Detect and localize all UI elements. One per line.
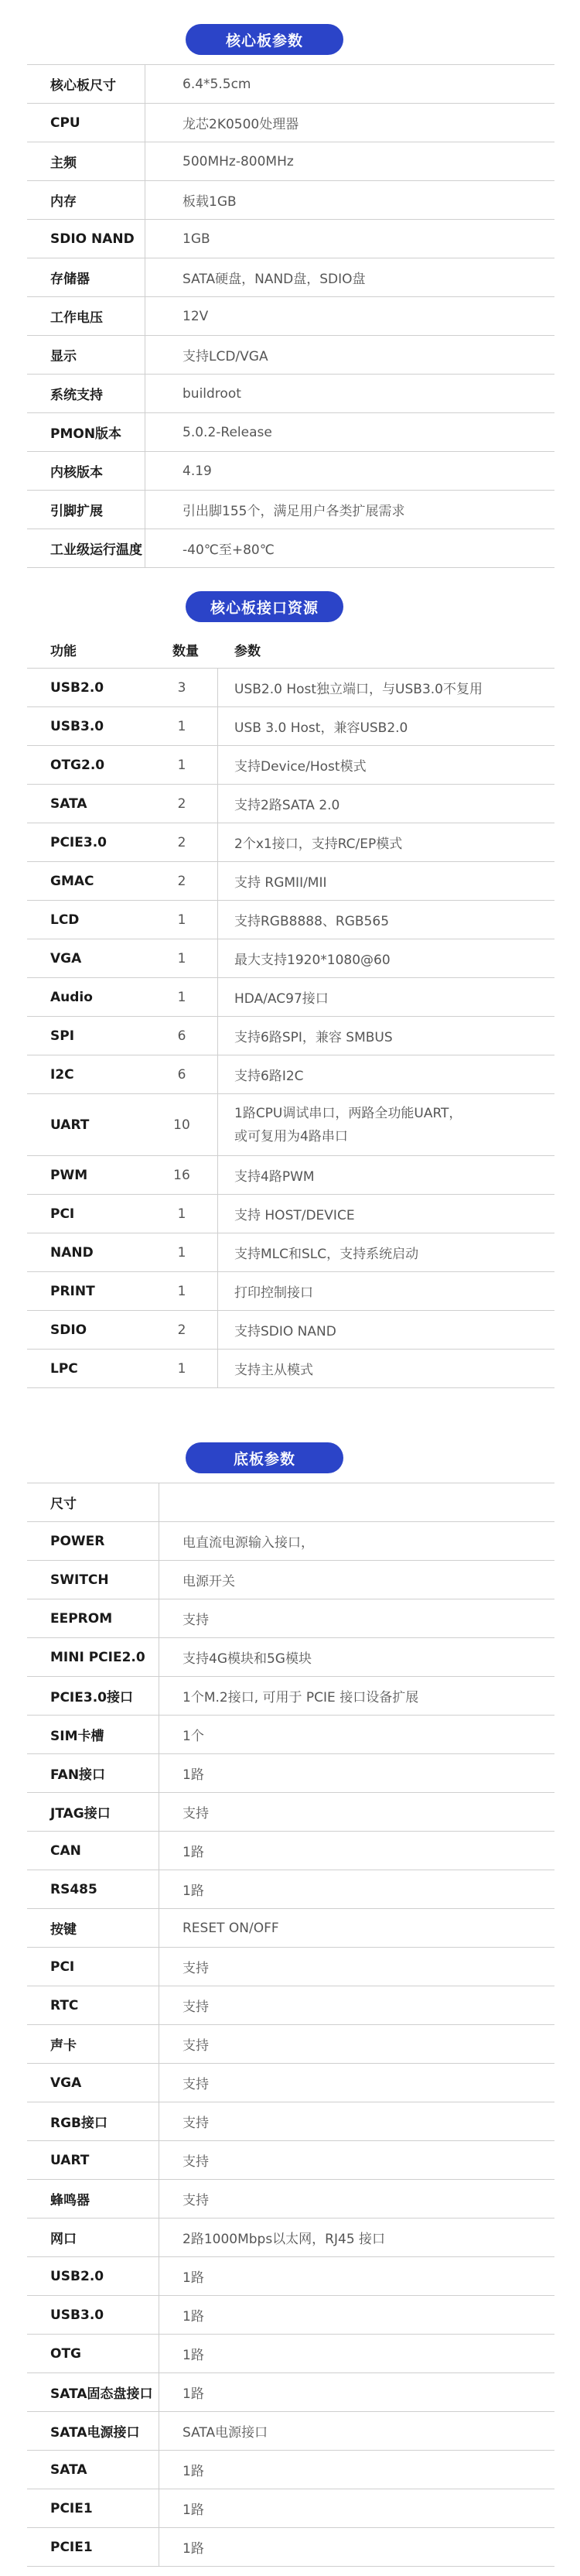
- spec-value: 支持4G模块和5G模块: [183, 1651, 312, 1667]
- column-divider: [217, 939, 218, 977]
- table-row: [27, 2373, 554, 2412]
- table-row: [27, 1272, 554, 1311]
- table-row: [27, 1233, 554, 1272]
- spec-value: 支持: [183, 2038, 209, 2054]
- interface-quantity: 1: [177, 912, 186, 928]
- spec-label: SATA: [50, 2461, 87, 2478]
- spec-label: 蜂鸣器: [50, 2193, 90, 2208]
- interface-quantity: 1: [177, 950, 186, 966]
- interface-name: USB3.0: [50, 718, 104, 734]
- interface-parameter: 打印控制接口: [234, 1285, 313, 1301]
- spec-value: 支持: [183, 2000, 209, 2015]
- spec-label: FAN接口: [50, 1767, 106, 1783]
- section-title-core-board: 核心板参数: [186, 24, 343, 55]
- spec-label: PMON版本: [50, 426, 122, 442]
- table-row: [27, 1156, 554, 1195]
- column-divider: [217, 1017, 218, 1055]
- spec-value: 1个: [183, 1729, 204, 1744]
- table-row: [27, 2412, 554, 2451]
- spec-label: 主频: [50, 156, 77, 171]
- spec-value: 500MHz-800MHz: [183, 153, 294, 169]
- interface-parameter: 支持Device/Host模式: [234, 759, 367, 775]
- interface-name: Audio: [50, 989, 93, 1005]
- table-row: [27, 2102, 554, 2141]
- spec-label: 声卡: [50, 2038, 77, 2054]
- interface-parameter: 支持6路I2C: [234, 1069, 304, 1084]
- spec-value: 1GB: [183, 231, 210, 247]
- table-row: [27, 746, 554, 785]
- table-row: [27, 2489, 554, 2528]
- table-row: [27, 1483, 554, 1522]
- table-row: [27, 1948, 554, 1986]
- spec-label: JTAG接口: [50, 1806, 111, 1822]
- column-divider: [217, 1094, 218, 1155]
- table-row: [27, 2296, 554, 2335]
- spec-value: 4.19: [183, 463, 212, 479]
- interface-quantity: 2: [177, 873, 186, 889]
- interface-quantity: 1: [177, 718, 186, 734]
- spec-value: 支持: [183, 1806, 209, 1822]
- interface-parameter: 支持SDIO NAND: [234, 1324, 336, 1339]
- spec-label: SIM卡槽: [50, 1729, 104, 1744]
- spec-value: 1路: [183, 1845, 204, 1860]
- spec-label: PCIE1: [50, 2539, 93, 2555]
- header-parameter: 参数: [234, 644, 261, 659]
- section-title-core-interfaces: 核心板接口资源: [186, 591, 343, 622]
- interface-parameter: 支持6路SPI，兼容 SMBUS: [234, 1030, 393, 1045]
- interface-name: SATA: [50, 795, 87, 812]
- column-divider: [217, 862, 218, 900]
- interface-parameter: USB 3.0 Host，兼容USB2.0: [234, 720, 408, 736]
- table-row: [27, 2335, 554, 2373]
- interface-name: UART: [50, 1117, 90, 1133]
- spec-value: 支持: [183, 2154, 209, 2170]
- table-row: [27, 978, 554, 1017]
- spec-label: 网口: [50, 2232, 77, 2247]
- spec-label: OTG: [50, 2345, 82, 2362]
- column-divider: [217, 707, 218, 745]
- table-row: [27, 1599, 554, 1638]
- table-row: [27, 220, 554, 258]
- interface-name: VGA: [50, 950, 82, 966]
- spec-label: USB2.0: [50, 2268, 104, 2284]
- spec-value: 6.4*5.5cm: [183, 76, 251, 92]
- table-row: [27, 297, 554, 336]
- table-row: [27, 1716, 554, 1754]
- spec-value: 5.0.2-Release: [183, 424, 272, 440]
- table-row: [27, 258, 554, 297]
- spec-value: 2路1000Mbps以太网，RJ45 接口: [183, 2232, 386, 2247]
- spec-value: RESET ON/OFF: [183, 1920, 279, 1936]
- spec-value: 1个M.2接口, 可用于 PCIE 接口设备扩展: [183, 1690, 419, 1705]
- spec-value: 板载1GB: [183, 194, 237, 210]
- interface-name: PWM: [50, 1167, 88, 1183]
- spec-label: 按键: [50, 1922, 77, 1938]
- spec-label: 系统支持: [50, 388, 103, 403]
- table-row: [27, 1311, 554, 1350]
- interface-parameter: 支持2路SATA 2.0: [234, 798, 340, 813]
- table-row: [27, 336, 554, 375]
- interface-parameter: HDA/AC97接口: [234, 991, 329, 1007]
- table-row: [27, 375, 554, 413]
- table-row: [27, 104, 554, 142]
- table-row: [27, 1350, 554, 1388]
- table-row: [27, 413, 554, 452]
- spec-label: 工业级运行温度: [50, 542, 142, 558]
- spec-label: VGA: [50, 2075, 82, 2091]
- spec-value: 电源开关: [183, 1574, 235, 1589]
- table-row: [27, 1754, 554, 1793]
- core-interface-table: [27, 631, 554, 1388]
- interface-quantity: 3: [177, 679, 186, 696]
- interface-quantity: 1: [177, 1244, 186, 1261]
- table-row: [27, 2141, 554, 2180]
- interface-name: LCD: [50, 912, 80, 928]
- spec-value: 支持: [183, 2193, 209, 2208]
- table-row: [27, 452, 554, 491]
- interface-parameter: USB2.0 Host独立端口，与USB3.0不复用: [234, 682, 483, 697]
- column-divider: [217, 1311, 218, 1349]
- spec-label: 核心板尺寸: [50, 78, 116, 94]
- column-divider: [217, 669, 218, 706]
- spec-label: 尺寸: [50, 1497, 77, 1512]
- spec-label: MINI PCIE2.0: [50, 1649, 145, 1665]
- table-row: [27, 901, 554, 939]
- interface-name: OTG2.0: [50, 757, 105, 773]
- spec-label: UART: [50, 2152, 90, 2168]
- interface-name: PCI: [50, 1206, 75, 1222]
- table-row: [27, 785, 554, 823]
- column-divider: [217, 1350, 218, 1387]
- spec-value: 1路: [183, 2464, 204, 2479]
- spec-table-body: [27, 64, 554, 568]
- spec-label: CPU: [50, 115, 80, 131]
- table-row: [27, 823, 554, 862]
- interface-quantity: 1: [177, 989, 186, 1005]
- spec-label: POWER: [50, 1533, 105, 1549]
- spec-value: 龙芯2K0500处理器: [183, 117, 299, 132]
- table-row: [27, 529, 554, 568]
- interface-parameter: 支持RGB8888、RGB565: [234, 914, 390, 929]
- spec-label: SWITCH: [50, 1572, 109, 1588]
- column-divider: [217, 978, 218, 1016]
- spec-value: -40℃至+80℃: [183, 542, 275, 558]
- interface-name: I2C: [50, 1066, 74, 1083]
- table-row: [27, 669, 554, 707]
- spec-label: RS485: [50, 1881, 97, 1897]
- interface-name: GMAC: [50, 873, 94, 889]
- table-row: [27, 1561, 554, 1599]
- table-row: [27, 2025, 554, 2064]
- spec-value: SATA硬盘，NAND盘，SDIO盘: [183, 272, 366, 287]
- interface-quantity: 1: [177, 1283, 186, 1299]
- spec-value: buildroot: [183, 385, 241, 402]
- spec-label: 存储器: [50, 272, 90, 287]
- table-row: [27, 1094, 554, 1156]
- spec-value: 支持LCD/VGA: [183, 349, 268, 364]
- interface-table-body: [27, 631, 554, 1388]
- interface-name: SDIO: [50, 1322, 87, 1338]
- parameter-line-1: 1路CPU调试串口，两路全功能UART，: [234, 1105, 462, 1121]
- header-function: 功能: [50, 644, 77, 659]
- spec-label: 显示: [50, 349, 77, 364]
- spec-value: 引出脚155个，满足用户各类扩展需求: [183, 504, 405, 519]
- interface-parameter: 最大支持1920*1080@60: [234, 953, 391, 968]
- interface-name: SPI: [50, 1028, 75, 1044]
- spec-label: 内存: [50, 194, 77, 210]
- column-divider: [217, 1156, 218, 1194]
- interface-quantity: 2: [177, 834, 186, 850]
- table-row: [27, 1522, 554, 1561]
- interface-quantity: 2: [177, 1322, 186, 1338]
- table-row: [27, 1017, 554, 1055]
- interface-name: NAND: [50, 1244, 94, 1261]
- table-row: [27, 862, 554, 901]
- spec-label: SDIO NAND: [50, 231, 135, 247]
- interface-name: PCIE3.0: [50, 834, 107, 850]
- spec-label: 内核版本: [50, 465, 103, 481]
- table-row: [27, 707, 554, 746]
- spec-label: 工作电压: [50, 310, 103, 326]
- interface-parameter: 支持 HOST/DEVICE: [234, 1208, 355, 1223]
- spec-value: 1路: [183, 1883, 204, 1899]
- interface-quantity: 16: [173, 1167, 190, 1183]
- column-divider: [217, 746, 218, 784]
- spec-label: USB3.0: [50, 2307, 104, 2323]
- table-row: [27, 2257, 554, 2296]
- core-board-spec-table: [27, 64, 554, 568]
- spec-label: RGB接口: [50, 2116, 108, 2131]
- baseboard-table-body: [27, 1483, 554, 2567]
- interface-parameter: 支持主从模式: [234, 1363, 313, 1378]
- table-row: [27, 1909, 554, 1948]
- column-divider: [217, 1233, 218, 1271]
- interface-quantity: 1: [177, 1206, 186, 1222]
- interface-parameter: 支持4路PWM: [234, 1169, 315, 1185]
- interface-quantity: 1: [177, 757, 186, 773]
- interface-parameter: [234, 1094, 462, 1155]
- table-row: [27, 1195, 554, 1233]
- interface-parameter: 2个x1接口，支持RC/EP模式: [234, 836, 403, 852]
- interface-parameter: 支持MLC和SLC，支持系统启动: [234, 1247, 419, 1262]
- table-header-row: [27, 631, 554, 669]
- spec-value: 1路: [183, 2541, 204, 2557]
- table-row: [27, 181, 554, 220]
- spec-value: 支持: [183, 1961, 209, 1976]
- header-quantity: 数量: [172, 644, 199, 659]
- table-row: [27, 1055, 554, 1094]
- table-row: [27, 1638, 554, 1677]
- spec-value: 12V: [183, 308, 209, 324]
- spec-value: 支持: [183, 2077, 209, 2092]
- interface-quantity: 1: [177, 1360, 186, 1377]
- spec-label: RTC: [50, 1997, 79, 2013]
- column-divider: [217, 785, 218, 823]
- spec-value: 1路: [183, 1767, 204, 1783]
- spec-label: 引脚扩展: [50, 504, 103, 519]
- spec-label: CAN: [50, 1842, 81, 1859]
- spec-label: PCIE3.0接口: [50, 1690, 133, 1705]
- spec-label: EEPROM: [50, 1610, 113, 1627]
- spec-value: SATA电源接口: [183, 2425, 268, 2441]
- table-row: [27, 65, 554, 104]
- interface-name: USB2.0: [50, 679, 104, 696]
- interface-name: LPC: [50, 1360, 78, 1377]
- interface-quantity: 10: [173, 1117, 190, 1133]
- table-row: [27, 142, 554, 181]
- table-row: [27, 2064, 554, 2102]
- column-divider: [217, 1272, 218, 1310]
- spec-value: 1路: [183, 2309, 204, 2325]
- spec-label: SATA固态盘接口: [50, 2386, 153, 2402]
- interface-quantity: 6: [177, 1066, 186, 1083]
- spec-value: 1路: [183, 2502, 204, 2518]
- spec-value: 支持: [183, 1613, 209, 1628]
- column-divider: [217, 1195, 218, 1233]
- table-row: [27, 1793, 554, 1832]
- spec-value: 支持: [183, 2116, 209, 2131]
- spec-label: PCIE1: [50, 2500, 93, 2516]
- table-row: [27, 1677, 554, 1716]
- section-title-baseboard: 底板参数: [186, 1442, 343, 1473]
- spec-value: 1路: [183, 2348, 204, 2363]
- table-row: [27, 2528, 554, 2567]
- column-divider: [217, 901, 218, 939]
- interface-parameter: 支持 RGMII/MII: [234, 875, 327, 891]
- spec-value: 电直流电源输入接口，: [183, 1535, 314, 1551]
- table-row: [27, 491, 554, 529]
- spec-label: SATA电源接口: [50, 2425, 140, 2441]
- table-row: [27, 1832, 554, 1870]
- interface-quantity: 2: [177, 795, 186, 812]
- table-row: [27, 2451, 554, 2489]
- table-row: [27, 1870, 554, 1909]
- interface-quantity: 6: [177, 1028, 186, 1044]
- spec-value: 1路: [183, 2386, 204, 2402]
- spec-label: PCI: [50, 1959, 75, 1975]
- parameter-line-2: 或可复用为4路串口: [234, 1128, 348, 1144]
- column-divider: [217, 823, 218, 861]
- interface-name: PRINT: [50, 1283, 95, 1299]
- table-row: [27, 1986, 554, 2025]
- baseboard-spec-table: [27, 1483, 554, 2567]
- table-row: [27, 939, 554, 978]
- column-divider: [217, 1055, 218, 1093]
- table-row: [27, 2219, 554, 2257]
- spec-value: 1路: [183, 2270, 204, 2286]
- table-row: [27, 2180, 554, 2219]
